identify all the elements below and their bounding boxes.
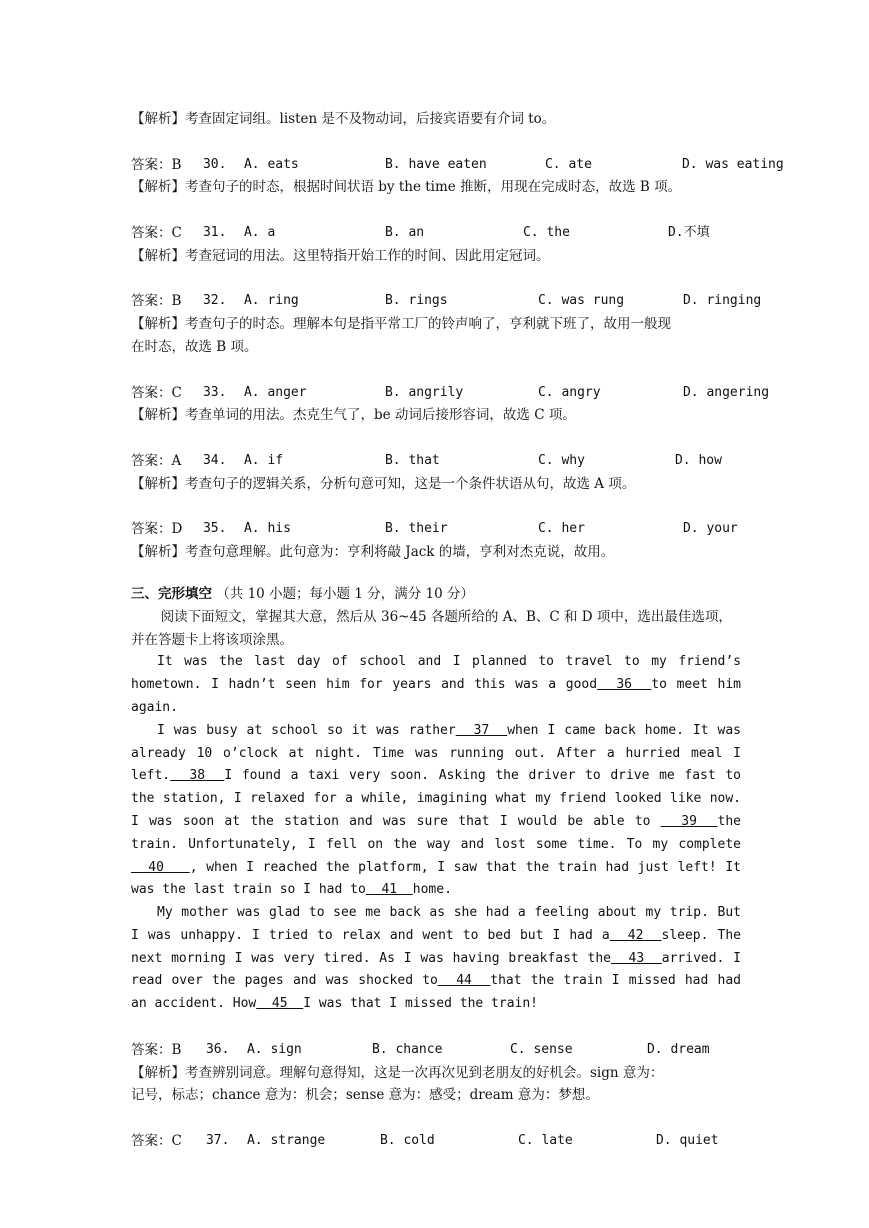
blank-41: 41 bbox=[365, 882, 413, 898]
option-a: A. sign bbox=[246, 1041, 302, 1057]
answer-35: 答案：D bbox=[131, 521, 183, 538]
option-c: C. ate bbox=[544, 156, 592, 172]
analysis-36-line-1: 【解析】考查辨别词意。理解句意得知，这是一次再次见到老朋友的好机会。sign 意为： bbox=[131, 1064, 664, 1081]
answer-34: 答案：A bbox=[131, 452, 182, 469]
blank-40: 40 bbox=[131, 859, 190, 875]
option-a: A. ring bbox=[243, 293, 299, 309]
blank-43: 43 bbox=[611, 950, 662, 966]
blank-36: 36 bbox=[597, 677, 652, 693]
passage-paragraph-2: I was busy at school so it was rather 37 when I came back home. It was already 10 o’clock at night. Time was running out. After a hurried meal I left. 38 I found a taxi very soon. Asking the driver to drive me fast to the station, I relaxed for a while, imagining what my friend looked like now. I was soon at the station and was sure that I would be able to 39 the train. Unfortunately, I fell on the way and lost some time. To my complete 40 , when I reached the platform, I saw that the train had just left! It was the last train so I had to 41 home. bbox=[131, 722, 741, 898]
answer-31: 答案：C bbox=[131, 224, 182, 241]
option-c: C. was rung bbox=[537, 293, 625, 309]
option-a: A. his bbox=[243, 521, 291, 537]
option-d: D. dream bbox=[646, 1041, 710, 1057]
cloze-passage bbox=[131, 651, 741, 1016]
blank-45: 45 bbox=[256, 996, 304, 1012]
option-c: C. the bbox=[522, 224, 570, 240]
option-c: C. why bbox=[537, 452, 585, 468]
analysis-34: 【解析】考查句子的逻辑关系，分析句意可知，这是一个条件状语从句，故选 A 项。 bbox=[131, 475, 636, 492]
question-number: 36. bbox=[205, 1041, 230, 1057]
analysis-30: 【解析】考查句子的时态，根据时间状语 by the time 推断，用现在完成时态，故选 B 项。 bbox=[131, 179, 682, 196]
document-content bbox=[131, 108, 784, 1153]
option-b: B. have eaten bbox=[384, 156, 487, 172]
question-number: 35. bbox=[202, 521, 227, 537]
analysis-36-line-2: 记号，标志；chance 意为：机会；sense 意为：感受；dream 意为：梦想。 bbox=[131, 1087, 599, 1104]
analysis-32-line-2: 在时态，故选 B 项。 bbox=[131, 338, 258, 355]
option-b: B. angrily bbox=[384, 384, 464, 400]
option-d: D. quiet bbox=[655, 1133, 719, 1149]
option-c: C. sense bbox=[509, 1041, 573, 1057]
analysis-31: 【解析】考查冠词的用法。这里特指开始工作的时间、因此用定冠词。 bbox=[131, 247, 550, 264]
passage-paragraph-3: My mother was glad to see me back as she had a feeling about my trip. But I was unhappy. I tried to relax and went to bed but I had a 42 sleep. The next morning I was very tired. As I was having breakfast the 43 arrived. I read over the pages and was shocked to 44 that the train I missed had had an accident. How 45 I was that I missed the train! bbox=[131, 905, 741, 1012]
answer-30: 答案：B bbox=[131, 156, 182, 173]
question-number: 37. bbox=[205, 1133, 230, 1149]
option-a: A. a bbox=[243, 224, 276, 240]
option-c: C. angry bbox=[537, 384, 601, 400]
option-c: C. her bbox=[537, 521, 585, 537]
answer-36: 答案：B bbox=[131, 1041, 182, 1058]
option-b: B. an bbox=[384, 224, 425, 240]
question-number: 32. bbox=[202, 293, 227, 309]
analysis-29: 【解析】考查固定词组。listen 是不及物动词，后接宾语要有介词 to。 bbox=[131, 111, 556, 127]
question-number: 30. bbox=[202, 156, 227, 172]
option-b: B. their bbox=[384, 521, 448, 537]
question-number: 31. bbox=[202, 224, 227, 240]
option-b: B. chance bbox=[371, 1041, 443, 1057]
section-heading bbox=[131, 583, 741, 606]
option-c: C. late bbox=[517, 1133, 573, 1149]
section-title: 三、完形填空 bbox=[131, 585, 212, 602]
blank-37: 37 bbox=[455, 722, 508, 738]
option-d: D. your bbox=[682, 521, 738, 537]
question-number: 34. bbox=[202, 452, 227, 468]
option-a: A. eats bbox=[243, 156, 299, 172]
option-d: D. how bbox=[674, 452, 722, 468]
blank-42: 42 bbox=[609, 927, 662, 943]
blank-38: 38 bbox=[170, 768, 225, 784]
option-b: B. rings bbox=[384, 293, 448, 309]
section-subtitle: （共 10 小题；每小题 1 分，满分 10 分） bbox=[216, 585, 474, 602]
blank-39: 39 bbox=[660, 813, 718, 829]
answer-37: 答案：C bbox=[131, 1133, 182, 1150]
passage-paragraph-1: It was the last day of school and I planned to travel to my friend’s hometown. I hadn’t seen him for years and this was a good 36 to meet him again. bbox=[131, 654, 741, 715]
option-d: D. angering bbox=[682, 384, 770, 400]
answer-33: 答案：C bbox=[131, 384, 182, 401]
option-b: B. cold bbox=[379, 1133, 435, 1149]
analysis-33: 【解析】考查单词的用法。杰克生气了，be 动词后接形容词，故选 C 项。 bbox=[131, 407, 576, 424]
blank-44: 44 bbox=[437, 973, 491, 989]
option-d: D. ringing bbox=[682, 293, 762, 309]
option-d: D.不填 bbox=[667, 224, 710, 240]
option-a: A. strange bbox=[246, 1133, 326, 1149]
option-b: B. that bbox=[384, 452, 440, 468]
option-d: D. was eating bbox=[681, 156, 784, 172]
option-a: A. if bbox=[243, 452, 284, 468]
question-number: 33. bbox=[202, 384, 227, 400]
analysis-32-line-1: 【解析】考查句子的时态。理解本句是指平常工厂的铃声响了，亨利就下班了，故用一般现 bbox=[131, 316, 671, 333]
option-a: A. anger bbox=[243, 384, 307, 400]
section-instructions: 阅读下面短文，掌握其大意，然后从 36~45 各题所给的 A、B、C 和 D 项中，选出最佳选项，并在答题卡上将该项涂黑。 bbox=[131, 608, 732, 648]
analysis-35: 【解析】考查句意理解。此句意为：亨利将敲 Jack 的墙，亨利对杰克说，故用。 bbox=[131, 544, 615, 561]
answer-32: 答案：B bbox=[131, 293, 182, 310]
